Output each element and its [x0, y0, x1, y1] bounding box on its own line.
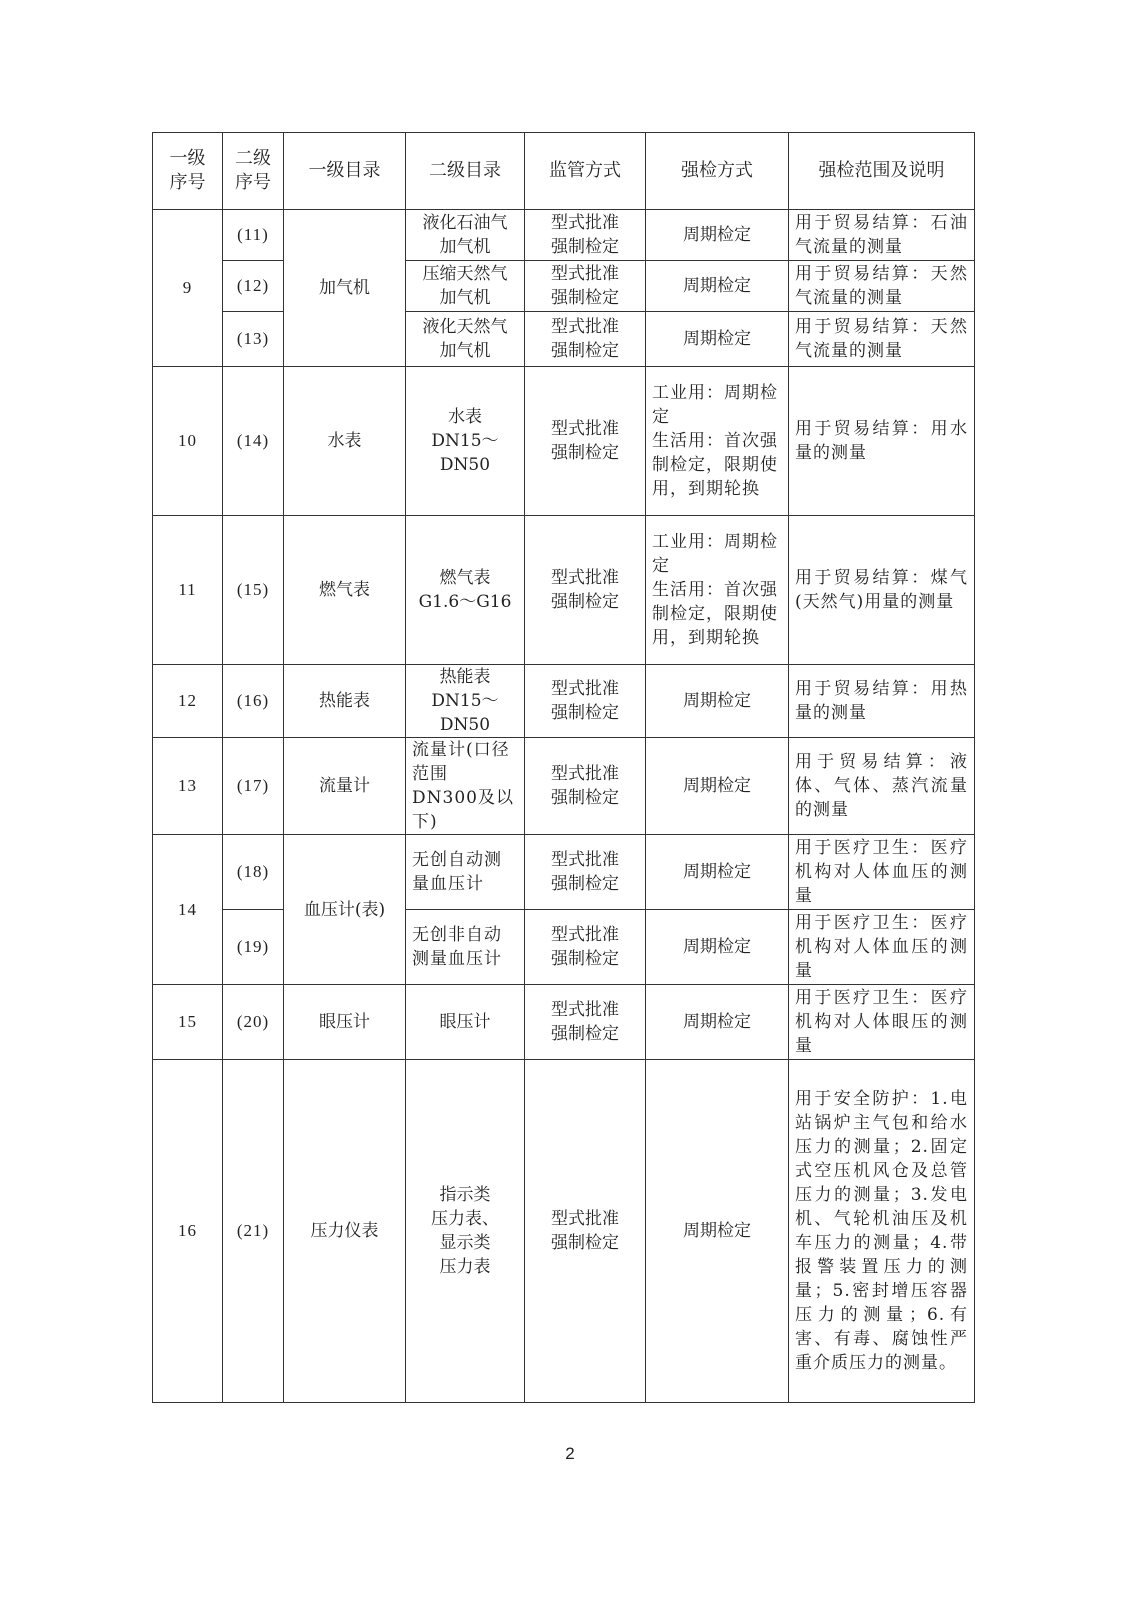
table-row — [153, 516, 975, 665]
level2-number-cell: (15) — [223, 516, 284, 665]
level1-number-cell: 10 — [153, 367, 223, 516]
level1-category-cell: 压力仪表 — [284, 1060, 406, 1403]
level1-number-cell: 11 — [153, 516, 223, 665]
level2-category-cell: 压缩天然气 加气机 — [406, 261, 525, 312]
table-row — [153, 835, 975, 910]
level2-category-cell: 热能表 DN15～DN50 — [406, 665, 525, 738]
header-cell: 一级目录 — [284, 133, 406, 210]
header-cell: 监管方式 — [525, 133, 646, 210]
level1-number-cell: 9 — [153, 210, 223, 367]
scope-description-cell: 用于贸易结算：煤气(天然气)用量的测量 — [789, 516, 975, 665]
table-row — [153, 367, 975, 516]
supervision-mode-cell: 型式批准 强制检定 — [525, 910, 646, 985]
inspection-mode-cell: 工业用：周期检定 生活用：首次强制检定，限期使用，到期轮换 — [646, 367, 789, 516]
supervision-mode-cell: 型式批准 强制检定 — [525, 738, 646, 835]
inspection-mode-cell: 周期检定 — [646, 1060, 789, 1403]
table-row — [153, 312, 975, 367]
level2-category-cell: 水表 DN15～DN50 — [406, 367, 525, 516]
inspection-mode-cell: 周期检定 — [646, 261, 789, 312]
level2-number-cell: (13) — [223, 312, 284, 367]
level2-category-cell: 流量计(口径范围 DN300及以下) — [406, 738, 525, 835]
level2-category-cell: 液化天然气 加气机 — [406, 312, 525, 367]
table-row — [153, 1060, 975, 1403]
level1-category-cell: 加气机 — [284, 210, 406, 367]
page-number: 2 — [565, 1444, 575, 1463]
scope-description-cell: 用于医疗卫生：医疗机构对人体血压的测量 — [789, 910, 975, 985]
inspection-mode-cell: 周期检定 — [646, 910, 789, 985]
table-body — [153, 210, 975, 1403]
inspection-mode-cell: 周期检定 — [646, 210, 789, 261]
supervision-mode-cell: 型式批准 强制检定 — [525, 312, 646, 367]
table-row — [153, 985, 975, 1060]
scope-description-cell: 用于安全防护：1.电站锅炉主气包和给水压力的测量；2.固定式空压机风仓及总管压力的测量；3.发电机、气轮机油压及机车压力的测量；4.带报警装置压力的测量；5.密封增压容器压力的测量；6.有害、有毒、腐蚀性严重介质压力的测量。 — [789, 1060, 975, 1403]
level2-number-cell: (19) — [223, 910, 284, 985]
level1-number-cell: 15 — [153, 985, 223, 1060]
supervision-mode-cell: 型式批准 强制检定 — [525, 1060, 646, 1403]
table-row — [153, 665, 975, 738]
inspection-mode-cell: 周期检定 — [646, 312, 789, 367]
scope-description-cell: 用于贸易结算：天然气流量的测量 — [789, 312, 975, 367]
level2-number-cell: (12) — [223, 261, 284, 312]
header-cell: 一级 序号 — [153, 133, 223, 210]
level2-category-cell: 眼压计 — [406, 985, 525, 1060]
level2-number-cell: (17) — [223, 738, 284, 835]
level1-number-cell: 14 — [153, 835, 223, 985]
scope-description-cell: 用于贸易结算：用热量的测量 — [789, 665, 975, 738]
table-header-row — [153, 133, 975, 210]
level1-category-cell: 燃气表 — [284, 516, 406, 665]
header-cell: 强检方式 — [646, 133, 789, 210]
level1-category-cell: 眼压计 — [284, 985, 406, 1060]
level2-number-cell: (20) — [223, 985, 284, 1060]
table-row — [153, 261, 975, 312]
scope-description-cell: 用于贸易结算：石油气流量的测量 — [789, 210, 975, 261]
supervision-mode-cell: 型式批准 强制检定 — [525, 210, 646, 261]
level1-number-cell: 12 — [153, 665, 223, 738]
inspection-mode-cell: 周期检定 — [646, 665, 789, 738]
level2-category-cell: 燃气表 G1.6～G16 — [406, 516, 525, 665]
level2-number-cell: (14) — [223, 367, 284, 516]
level1-category-cell: 水表 — [284, 367, 406, 516]
level1-category-cell: 热能表 — [284, 665, 406, 738]
level1-number-cell: 13 — [153, 738, 223, 835]
supervision-mode-cell: 型式批准 强制检定 — [525, 261, 646, 312]
scope-description-cell: 用于医疗卫生：医疗机构对人体血压的测量 — [789, 835, 975, 910]
table-row — [153, 738, 975, 835]
level2-category-cell: 指示类 压力表、 显示类 压力表 — [406, 1060, 525, 1403]
level2-category-cell: 无创自动测量血压计 — [406, 835, 525, 910]
inspection-mode-cell: 工业用：周期检定 生活用：首次强制检定，限期使用，到期轮换 — [646, 516, 789, 665]
level2-category-cell: 液化石油气 加气机 — [406, 210, 525, 261]
level1-category-cell: 血压计(表) — [284, 835, 406, 985]
supervision-mode-cell: 型式批准 强制检定 — [525, 835, 646, 910]
level1-number-cell: 16 — [153, 1060, 223, 1403]
level2-number-cell: (21) — [223, 1060, 284, 1403]
supervision-mode-cell: 型式批准 强制检定 — [525, 367, 646, 516]
level2-number-cell: (16) — [223, 665, 284, 738]
header-cell: 二级目录 — [406, 133, 525, 210]
scope-description-cell: 用于医疗卫生：医疗机构对人体眼压的测量 — [789, 985, 975, 1060]
header-cell: 二级 序号 — [223, 133, 284, 210]
level1-category-cell: 流量计 — [284, 738, 406, 835]
level2-number-cell: (11) — [223, 210, 284, 261]
level2-category-cell: 无创非自动测量血压计 — [406, 910, 525, 985]
header-cell: 强检范围及说明 — [789, 133, 975, 210]
table-row — [153, 210, 975, 261]
inspection-mode-cell: 周期检定 — [646, 985, 789, 1060]
scope-description-cell: 用于贸易结算：液体、气体、蒸汽流量的测量 — [789, 738, 975, 835]
scope-description-cell: 用于贸易结算：用水量的测量 — [789, 367, 975, 516]
supervision-mode-cell: 型式批准 强制检定 — [525, 516, 646, 665]
supervision-mode-cell: 型式批准 强制检定 — [525, 665, 646, 738]
inspection-mode-cell: 周期检定 — [646, 835, 789, 910]
table-row — [153, 910, 975, 985]
measuring-instrument-catalog-table — [152, 132, 975, 1403]
scope-description-cell: 用于贸易结算：天然气流量的测量 — [789, 261, 975, 312]
inspection-mode-cell: 周期检定 — [646, 738, 789, 835]
supervision-mode-cell: 型式批准 强制检定 — [525, 985, 646, 1060]
level2-number-cell: (18) — [223, 835, 284, 910]
